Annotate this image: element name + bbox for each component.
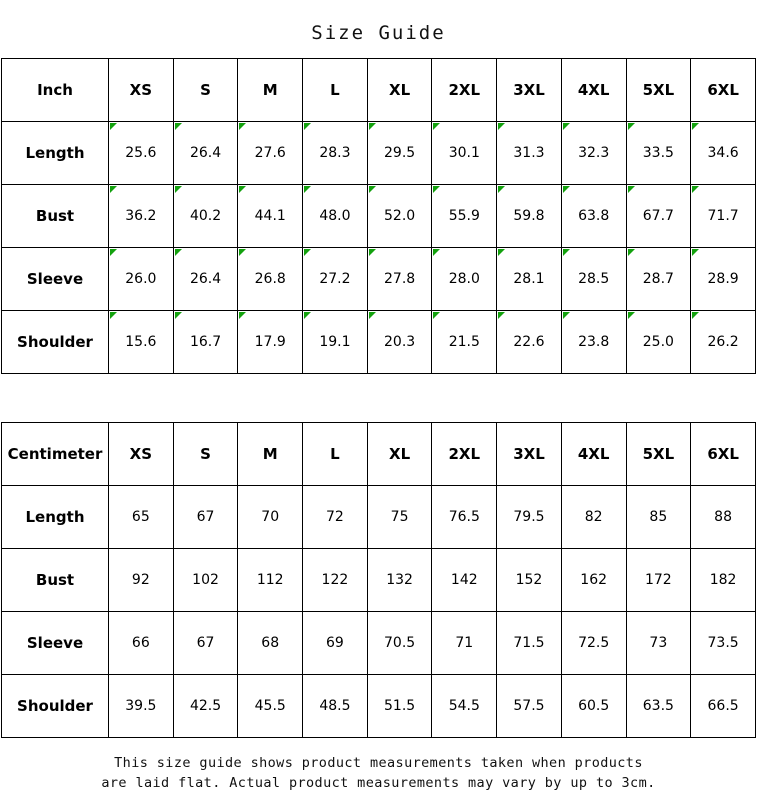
cell-inch-length-l: 28.3 — [303, 122, 368, 185]
cell-inch-bust-s: 40.2 — [173, 185, 238, 248]
cell-cm-shoulder-6xl: 66.5 — [691, 675, 756, 738]
cell-inch-length-3xl: 31.3 — [497, 122, 562, 185]
page-title: Size Guide — [311, 22, 446, 44]
cell-cm-shoulder-l: 48.5 — [303, 675, 368, 738]
cell-cm-sleeve-3xl: 71.5 — [497, 612, 562, 675]
cell-cm-length-3xl: 79.5 — [497, 486, 562, 549]
cell-inch-shoulder-xs: 15.6 — [109, 311, 174, 374]
cell-inch-shoulder-2xl: 21.5 — [432, 311, 497, 374]
cell-cm-sleeve-6xl: 73.5 — [691, 612, 756, 675]
cell-cm-bust-xs: 92 — [109, 549, 174, 612]
cell-cm-bust-m: 112 — [238, 549, 303, 612]
cell-inch-length-m: 27.6 — [238, 122, 303, 185]
size-head-cm-2xl: 2XL — [432, 423, 497, 486]
cell-inch-shoulder-6xl: 26.2 — [691, 311, 756, 374]
cell-cm-sleeve-5xl: 73 — [626, 612, 691, 675]
cell-cm-bust-3xl: 152 — [497, 549, 562, 612]
cell-cm-length-s: 67 — [173, 486, 238, 549]
row-label-bust: Bust — [2, 185, 109, 248]
cell-inch-shoulder-m: 17.9 — [238, 311, 303, 374]
table-row — [2, 122, 756, 185]
cell-inch-bust-4xl: 63.8 — [561, 185, 626, 248]
row-label-cm-shoulder: Shoulder — [2, 675, 109, 738]
cell-inch-length-xl: 29.5 — [367, 122, 432, 185]
cell-cm-shoulder-xl: 51.5 — [367, 675, 432, 738]
table-row — [2, 248, 756, 311]
cell-inch-sleeve-xl: 27.8 — [367, 248, 432, 311]
cell-cm-length-6xl: 88 — [691, 486, 756, 549]
cell-cm-sleeve-s: 67 — [173, 612, 238, 675]
size-head-cm-6xl: 6XL — [691, 423, 756, 486]
size-head-3xl: 3XL — [497, 59, 562, 122]
size-head-xl: XL — [367, 59, 432, 122]
cell-inch-shoulder-4xl: 23.8 — [561, 311, 626, 374]
cell-inch-bust-6xl: 71.7 — [691, 185, 756, 248]
row-label-cm-bust: Bust — [2, 549, 109, 612]
cell-inch-length-6xl: 34.6 — [691, 122, 756, 185]
table-row — [2, 185, 756, 248]
row-label-cm-length: Length — [2, 486, 109, 549]
size-head-cm-xl: XL — [367, 423, 432, 486]
cell-inch-bust-xs: 36.2 — [109, 185, 174, 248]
cell-inch-sleeve-m: 26.8 — [238, 248, 303, 311]
cell-cm-length-l: 72 — [303, 486, 368, 549]
table-header-row — [2, 423, 756, 486]
cell-inch-sleeve-4xl: 28.5 — [561, 248, 626, 311]
size-head-cm-4xl: 4XL — [561, 423, 626, 486]
cell-inch-bust-xl: 52.0 — [367, 185, 432, 248]
cell-inch-shoulder-s: 16.7 — [173, 311, 238, 374]
cell-inch-sleeve-5xl: 28.7 — [626, 248, 691, 311]
cell-cm-sleeve-m: 68 — [238, 612, 303, 675]
size-head-2xl: 2XL — [432, 59, 497, 122]
cell-cm-shoulder-5xl: 63.5 — [626, 675, 691, 738]
cell-cm-sleeve-xl: 70.5 — [367, 612, 432, 675]
cell-inch-length-4xl: 32.3 — [561, 122, 626, 185]
cell-cm-length-5xl: 85 — [626, 486, 691, 549]
cell-cm-length-4xl: 82 — [561, 486, 626, 549]
table-spacer — [1, 374, 756, 422]
row-label-sleeve: Sleeve — [2, 248, 109, 311]
cell-cm-sleeve-4xl: 72.5 — [561, 612, 626, 675]
table-row — [2, 311, 756, 374]
unit-label-inch: Inch — [2, 59, 109, 122]
table-row — [2, 486, 756, 549]
table-header-row — [2, 59, 756, 122]
cell-cm-length-xl: 75 — [367, 486, 432, 549]
size-head-5xl: 5XL — [626, 59, 691, 122]
size-head-4xl: 4XL — [561, 59, 626, 122]
table-row — [2, 675, 756, 738]
size-head-cm-m: M — [238, 423, 303, 486]
row-label-shoulder: Shoulder — [2, 311, 109, 374]
cell-cm-bust-s: 102 — [173, 549, 238, 612]
cell-cm-shoulder-s: 42.5 — [173, 675, 238, 738]
cell-cm-bust-4xl: 162 — [561, 549, 626, 612]
footnote-line-1: This size guide shows product measurements taken when products — [114, 755, 643, 771]
cell-inch-shoulder-3xl: 22.6 — [497, 311, 562, 374]
cell-cm-bust-6xl: 182 — [691, 549, 756, 612]
row-label-length: Length — [2, 122, 109, 185]
cell-inch-shoulder-xl: 20.3 — [367, 311, 432, 374]
cell-cm-bust-xl: 132 — [367, 549, 432, 612]
cell-inch-length-s: 26.4 — [173, 122, 238, 185]
cell-inch-bust-5xl: 67.7 — [626, 185, 691, 248]
cell-cm-bust-l: 122 — [303, 549, 368, 612]
cell-inch-sleeve-3xl: 28.1 — [497, 248, 562, 311]
size-head-xs: XS — [109, 59, 174, 122]
cell-cm-shoulder-3xl: 57.5 — [497, 675, 562, 738]
size-head-l: L — [303, 59, 368, 122]
cell-cm-shoulder-xs: 39.5 — [109, 675, 174, 738]
cell-inch-sleeve-s: 26.4 — [173, 248, 238, 311]
table-row — [2, 549, 756, 612]
cell-cm-length-m: 70 — [238, 486, 303, 549]
size-head-6xl: 6XL — [691, 59, 756, 122]
table-row — [2, 612, 756, 675]
row-label-cm-sleeve: Sleeve — [2, 612, 109, 675]
size-head-cm-s: S — [173, 423, 238, 486]
size-head-cm-l: L — [303, 423, 368, 486]
cell-inch-bust-l: 48.0 — [303, 185, 368, 248]
size-head-cm-5xl: 5XL — [626, 423, 691, 486]
cell-inch-sleeve-6xl: 28.9 — [691, 248, 756, 311]
cell-cm-bust-2xl: 142 — [432, 549, 497, 612]
size-head-cm-3xl: 3XL — [497, 423, 562, 486]
size-head-s: S — [173, 59, 238, 122]
cell-inch-bust-2xl: 55.9 — [432, 185, 497, 248]
cell-cm-shoulder-2xl: 54.5 — [432, 675, 497, 738]
size-head-cm-xs: XS — [109, 423, 174, 486]
cell-inch-length-xs: 25.6 — [109, 122, 174, 185]
size-table-centimeter — [1, 422, 756, 738]
cell-inch-sleeve-l: 27.2 — [303, 248, 368, 311]
cell-inch-shoulder-5xl: 25.0 — [626, 311, 691, 374]
cell-cm-shoulder-m: 45.5 — [238, 675, 303, 738]
cell-inch-length-5xl: 33.5 — [626, 122, 691, 185]
cell-cm-bust-5xl: 172 — [626, 549, 691, 612]
unit-label-centimeter: Centimeter — [2, 423, 109, 486]
cell-inch-sleeve-2xl: 28.0 — [432, 248, 497, 311]
cell-cm-length-2xl: 76.5 — [432, 486, 497, 549]
cell-cm-sleeve-xs: 66 — [109, 612, 174, 675]
cell-inch-length-2xl: 30.1 — [432, 122, 497, 185]
cell-cm-sleeve-2xl: 71 — [432, 612, 497, 675]
cell-cm-shoulder-4xl: 60.5 — [561, 675, 626, 738]
footnote-line-2: are laid flat. Actual product measurements may vary by up to 3cm. — [101, 774, 656, 791]
cell-cm-length-xs: 65 — [109, 486, 174, 549]
cell-inch-bust-3xl: 59.8 — [497, 185, 562, 248]
footnote — [0, 738, 757, 793]
cell-inch-sleeve-xs: 26.0 — [109, 248, 174, 311]
size-head-m: M — [238, 59, 303, 122]
cell-inch-shoulder-l: 19.1 — [303, 311, 368, 374]
cell-inch-bust-m: 44.1 — [238, 185, 303, 248]
size-table-inch — [1, 58, 756, 374]
cell-cm-sleeve-l: 69 — [303, 612, 368, 675]
